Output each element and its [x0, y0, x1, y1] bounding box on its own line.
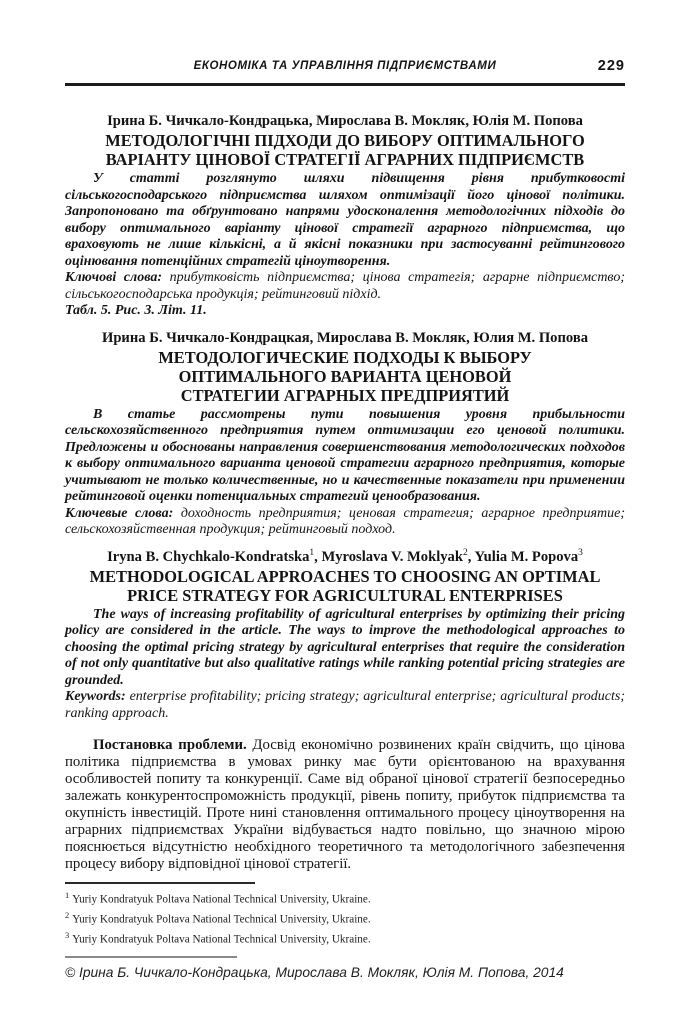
ru-authors: Ирина Б. Чичкало-Кондрацкая, Мирослава В. Мокляк, Юлия М. Попова [101, 329, 589, 346]
en-authors-separator: , [467, 548, 475, 565]
copyright-line: © Ірина Б. Чичкало-Кондрацька, Мирослава В. Мокляк, Юлія М. Попова, 2014 [65, 964, 564, 980]
page-number: 229 [597, 58, 625, 74]
en-author-name: Iryna B. Chychkalo-Kondratska [107, 548, 310, 565]
ru-title [65, 348, 625, 405]
en-section [65, 548, 625, 723]
en-author-name: Yulia M. Popova [474, 548, 579, 565]
footnote-text: Yuriy Kondratyuk Poltava National Technical University, Ukraine. [72, 934, 371, 947]
en-title: METHODOLOGICAL APPROACHES TO CHOOSING AN OPTIMAL PRICE STRATEGY FOR AGRICULTURAL ENTERPRISES [89, 566, 601, 605]
ua-section [65, 112, 625, 320]
ua-keywords-text: прибутковість підприємства; цінова стратегія; аграрне підприємство; сільськогосподарська продукція; рейтинговий підхід. [65, 270, 625, 302]
footnote-text: Yuriy Kondratyuk Poltava National Technical University, Ukraine. [72, 893, 371, 906]
en-author-footnote-ref: 3 [578, 547, 583, 558]
en-author-name: Myroslava V. Moklyak [321, 548, 463, 565]
ru-keywords-text: доходность предприятия; ценовая стратегия; аграрное предприятие; сельскохозяйственная продукция; рейтинговый подход. [65, 505, 626, 537]
footnote-number: 3 [65, 930, 70, 941]
footnote-separator [65, 882, 255, 884]
en-author-footnote-ref: 1 [309, 547, 315, 558]
footnote [65, 888, 625, 908]
ua-article-stats: Табл. 5. Рис. 3. Літ. 11. [65, 303, 207, 318]
copyright-separator [65, 956, 237, 958]
footnote-number: 2 [65, 910, 70, 921]
en-abstract: The ways of increasing profitability of agricultural enterprises by optimizing their pricing policy are considered in the article. The ways to improve the methodological approaches to choosing the optimal pricing strategy by agricultural enterprises that require the consideration of not only quantitative but also qualitative ratings while ranking potential pricing strategies are grounded. [65, 606, 625, 688]
footnote [65, 908, 625, 928]
footnote [65, 928, 625, 948]
ua-authors: Ірина Б. Чичкало-Кондрацька, Мирослава В. Мокляк, Юлія М. Попова [107, 113, 583, 129]
ru-abstract: В статье рассмотрены пути повышения уровня прибыльности сельскохозяйственного предприятия путем оптимизации его ценовой политики. Предложены и обоснованы направления совершенствования методологических подходов к выбору оптимального варианта ценовой стратегии аграрного предприятия, которые учитывают не только количественные, но и качественные показатели при применении рейтинговой оценки потенциальных стратегий ценообразования. [65, 406, 625, 504]
ua-title: МЕТОДОЛОГІЧНІ ПІДХОДИ ДО ВИБОРУ ОПТИМАЛЬНОГО ВАРІАНТУ ЦІНОВОЇ СТРАТЕГІЇ АГРАРНИХ ПІДПРИЄМСТВ [105, 131, 585, 169]
en-authors [65, 548, 625, 566]
ru-section [65, 329, 625, 539]
page-header [65, 60, 625, 86]
ru-title-line-1: МЕТОДОЛОГИЧЕСКИЕ ПОДХОДЫ К ВЫБОРУ [158, 347, 532, 367]
intro-paragraph [65, 737, 625, 873]
ua-abstract: У статті розглянуто шляхи підвищення рівня прибутковості сільськогосподарського підприємства шляхом оптимізації його цінової політики. Запропоновано та обґрунтовано напрями удосконалення методологічних підходів до вибору оптимального варіанту цінової стратегії аграрного підприємства, що враховують не лише кількісні, а й якісні показники при застосуванні рейтингового оцінювання потенційних стратегій ціноутворення. [65, 171, 625, 269]
paragraph-text: Досвід економічно розвинених країн свідчить, що цінова політика підприємства в умовах ринку має бути орієнтованою на врахування особливостей попиту та конкуренції. Саме від обраної цінової стратегії безпосередньо залежать конкурентоспроможність продукції, рівень попиту, прибуток підприємства та окупність інвестицій. Проте нині становлення оптимального процесу ціноутворення на аграрних підприємствах України відбувається надто повільно, що значною мірою пояснюється відсутністю необхідного теоретичного та методологічного забезпечення процесу вибору відповідної цінової стратегії. [65, 737, 625, 872]
en-keywords [65, 689, 625, 722]
en-author-footnote-ref: 2 [462, 547, 468, 558]
paragraph-lead: Постановка проблеми. [93, 737, 247, 753]
ru-keywords [65, 506, 625, 539]
ru-title-line-2: ОПТИМАЛЬНОГО ВАРИАНТА ЦЕНОВОЙ [178, 366, 512, 386]
footnote-text: Yuriy Kondratyuk Poltava National Technical University, Ukraine. [72, 913, 371, 926]
ua-keywords [65, 270, 625, 303]
journal-section-title: ЕКОНОМІКА ТА УПРАВЛІННЯ ПІДПРИЄМСТВАМИ [193, 60, 497, 72]
footnote-number: 1 [65, 890, 70, 900]
footnotes [65, 888, 625, 949]
ua-keywords-label: Ключові слова: [65, 270, 163, 285]
en-keywords-label: Keywords: [65, 689, 126, 704]
en-keywords-text: enterprise profitability; pricing strategy; agricultural enterprise; agricultural products; ranking approach. [65, 689, 625, 721]
en-authors-separator: , [314, 548, 322, 565]
ru-keywords-label: Ключевые слова: [65, 505, 174, 521]
ru-title-line-3: СТРАТЕГИИ АГРАРНЫХ ПРЕДПРИЯТИЙ [180, 385, 510, 405]
